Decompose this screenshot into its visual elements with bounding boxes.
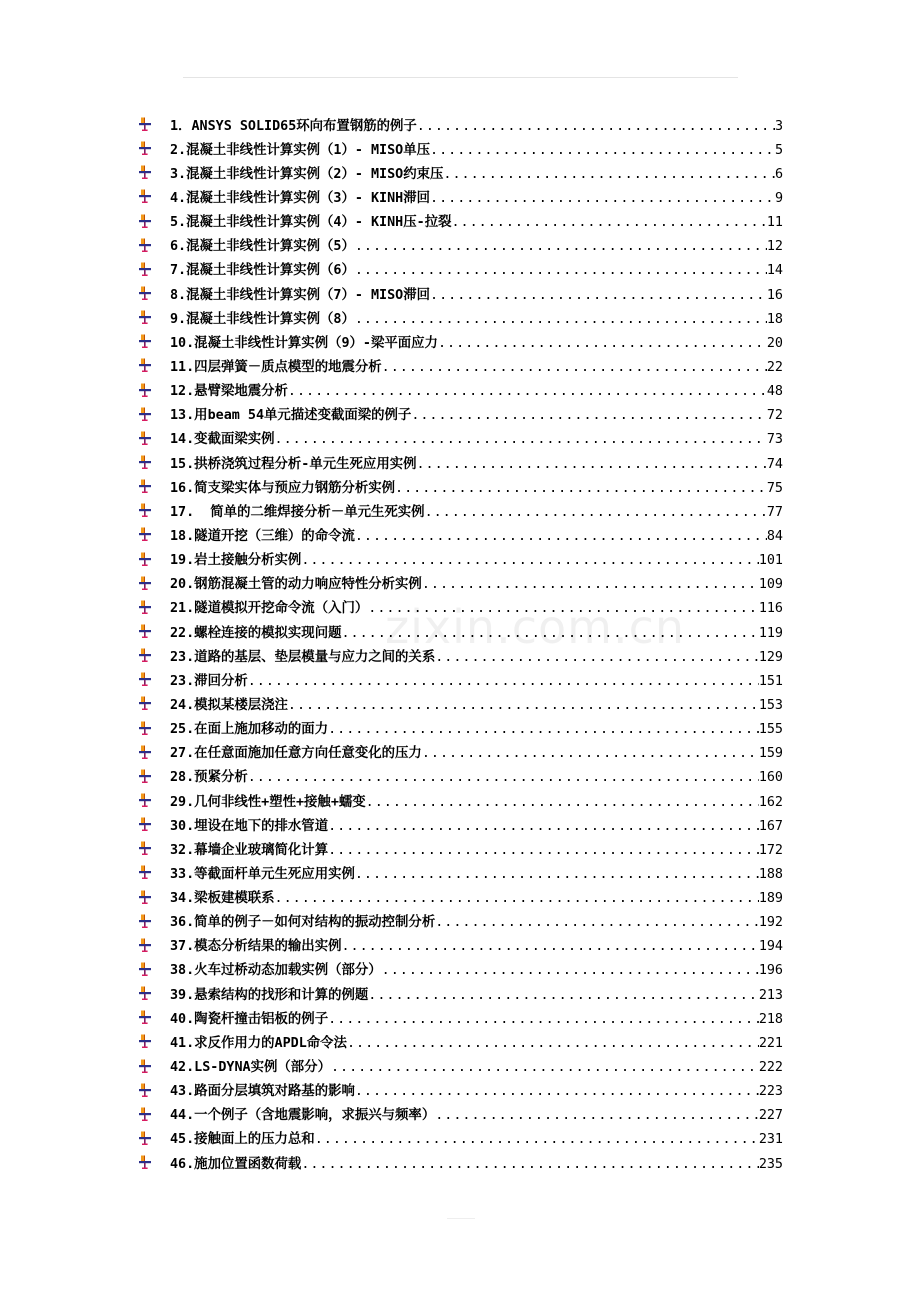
toc-entry[interactable] (138, 788, 783, 812)
footer-rule (447, 1218, 475, 1219)
toc-page-number: 227 (758, 1108, 783, 1124)
pushpin-bullet-icon (138, 1130, 154, 1146)
toc-entry-text (170, 1128, 783, 1147)
toc-dot-leader (422, 746, 759, 761)
toc-entry-text (170, 308, 783, 327)
toc-entry[interactable] (138, 933, 783, 957)
pushpin-bullet-icon (138, 551, 154, 567)
toc-dot-leader (288, 384, 767, 399)
toc-entry-title: 44.一个例子（含地震影响，求振兴与频率） (170, 1108, 436, 1124)
toc-page-number: 12 (766, 239, 783, 255)
toc-entry-text (170, 477, 783, 496)
toc-entry[interactable] (138, 1029, 783, 1053)
pushpin-bullet-icon (138, 526, 154, 542)
pushpin-bullet-icon (138, 261, 154, 277)
toc-dot-leader (430, 143, 775, 158)
pushpin-bullet-icon (138, 333, 154, 349)
toc-entry-text (170, 935, 783, 954)
toc-page-number: 159 (758, 746, 783, 762)
toc-entry-text (170, 766, 783, 785)
toc-entry-title: 22.螺栓连接的模拟实现问题 (170, 625, 342, 641)
toc-page-number: 160 (758, 770, 783, 786)
toc-entry-text (170, 453, 783, 472)
table-of-contents (138, 112, 783, 1174)
toc-entry-text (170, 742, 783, 761)
toc-entry[interactable] (138, 1078, 783, 1102)
toc-entry[interactable] (138, 595, 783, 619)
toc-entry[interactable] (138, 450, 783, 474)
toc-dot-leader (430, 288, 767, 303)
pushpin-bullet-icon (138, 1009, 154, 1025)
toc-entry[interactable] (138, 112, 783, 136)
pushpin-bullet-icon (138, 792, 154, 808)
toc-entry-title: 16.简支梁实体与预应力钢筋分析实例 (170, 480, 396, 496)
toc-entry-text (170, 163, 783, 182)
toc-dot-leader (435, 1108, 759, 1123)
toc-page-number: 74 (766, 456, 783, 472)
pushpin-bullet-icon (138, 671, 154, 687)
pushpin-bullet-icon (138, 430, 154, 446)
toc-entry-text (170, 501, 783, 520)
toc-page-number: 194 (758, 939, 783, 955)
toc-entry-title: 8.混凝土非线性计算实例（7）- MISO滞回 (170, 287, 431, 303)
pushpin-bullet-icon (138, 406, 154, 422)
toc-dot-leader (301, 553, 759, 568)
toc-entry-title: 37.模态分析结果的输出实例 (170, 939, 342, 955)
toc-entry-title: 30.埋设在地下的排水管道 (170, 818, 329, 834)
toc-page-number: 20 (766, 335, 783, 351)
pushpin-bullet-icon (138, 961, 154, 977)
toc-dot-leader (248, 674, 759, 689)
toc-entry-title: 32.幕墙企业玻璃简化计算 (170, 842, 329, 858)
toc-entry[interactable] (138, 619, 783, 643)
pushpin-bullet-icon (138, 116, 154, 132)
toc-entry-title: 3.混凝土非线性计算实例（2）- MISO约束压 (170, 166, 444, 182)
toc-dot-leader (355, 263, 767, 278)
watermark: zixin.com.cn (385, 600, 686, 654)
toc-page-number: 231 (758, 1132, 783, 1148)
toc-entry-title: 21.隧道模拟开挖命令流（入门） (170, 601, 369, 617)
toc-entry-text (170, 863, 783, 882)
toc-entry-text (170, 573, 783, 592)
toc-entry-title: 7.混凝土非线性计算实例（6） (170, 263, 355, 279)
toc-page-number: 84 (766, 528, 783, 544)
toc-entry-text (170, 284, 783, 303)
toc-page-number: 155 (758, 722, 783, 738)
toc-entry-text (170, 428, 783, 447)
toc-entry[interactable] (138, 667, 783, 691)
pushpin-bullet-icon (138, 478, 154, 494)
toc-page-number: 223 (758, 1084, 783, 1100)
toc-entry[interactable] (138, 281, 783, 305)
toc-dot-leader (417, 457, 767, 472)
toc-dot-leader (328, 1012, 759, 1027)
toc-entry-text (170, 259, 783, 278)
toc-entry-text (170, 815, 783, 834)
toc-page-number: 75 (766, 480, 783, 496)
toc-entry[interactable] (138, 909, 783, 933)
pushpin-bullet-icon (138, 237, 154, 253)
toc-dot-leader (422, 577, 759, 592)
toc-dot-leader (368, 601, 759, 616)
toc-entry-text (170, 1008, 783, 1027)
toc-entry-text (170, 1104, 783, 1123)
toc-dot-leader (341, 626, 758, 641)
toc-entry-text (170, 235, 783, 254)
pushpin-bullet-icon (138, 1082, 154, 1098)
toc-entry[interactable] (138, 136, 783, 160)
toc-entry-text (170, 670, 783, 689)
toc-dot-leader (328, 722, 759, 737)
toc-entry-title: 4.混凝土非线性计算实例（3）- KINH滞回 (170, 190, 431, 206)
pushpin-bullet-icon (138, 1154, 154, 1170)
toc-entry-text (170, 887, 783, 906)
toc-dot-leader (328, 819, 759, 834)
toc-entry[interactable] (138, 160, 783, 184)
toc-entry-title: 6.混凝土非线性计算实例（5） (170, 239, 355, 255)
toc-dot-leader (355, 1084, 759, 1099)
toc-dot-leader (451, 215, 766, 230)
toc-entry-text (170, 959, 783, 978)
toc-page-number: 6 (774, 166, 783, 182)
pushpin-bullet-icon (138, 1033, 154, 1049)
toc-page-number: 72 (766, 408, 783, 424)
toc-entry-text (170, 525, 783, 544)
toc-page-number: 167 (758, 818, 783, 834)
toc-entry-text (170, 1032, 783, 1051)
pushpin-bullet-icon (138, 744, 154, 760)
toc-entry[interactable] (138, 691, 783, 715)
toc-dot-leader (301, 1157, 759, 1172)
pushpin-bullet-icon (138, 864, 154, 880)
toc-entry[interactable] (138, 1102, 783, 1126)
toc-entry-title: 45.接触面上的压力总和 (170, 1132, 315, 1148)
toc-dot-leader (366, 795, 759, 810)
toc-entry-text (170, 1153, 783, 1172)
pushpin-bullet-icon (138, 188, 154, 204)
toc-dot-leader (347, 1036, 759, 1051)
pushpin-bullet-icon (138, 164, 154, 180)
toc-dot-leader (275, 432, 767, 447)
pushpin-bullet-icon (138, 647, 154, 663)
toc-page-number: 119 (758, 625, 783, 641)
toc-entry-text (170, 1080, 783, 1099)
toc-entry-text (170, 839, 783, 858)
toc-page-number: 9 (774, 190, 783, 206)
pushpin-bullet-icon (138, 213, 154, 229)
toc-page-number: 48 (766, 384, 783, 400)
toc-entry[interactable] (138, 860, 783, 884)
toc-entry[interactable] (138, 981, 783, 1005)
toc-page-number: 11 (766, 215, 783, 231)
toc-page-number: 109 (758, 577, 783, 593)
toc-page-number: 151 (758, 673, 783, 689)
toc-entry-text (170, 332, 783, 351)
toc-dot-leader (275, 891, 759, 906)
toc-page-number: 213 (758, 987, 783, 1003)
toc-entry-title: 12.悬臂梁地震分析 (170, 384, 288, 400)
toc-page-number: 5 (774, 142, 783, 158)
pushpin-bullet-icon (138, 720, 154, 736)
toc-dot-leader (288, 698, 759, 713)
toc-page-number: 189 (758, 891, 783, 907)
toc-entry-text (170, 356, 783, 375)
toc-entry-text (170, 791, 783, 810)
toc-entry-title: 10.混凝土非线性计算实例（9）-梁平面应力 (170, 335, 438, 351)
toc-entry[interactable] (138, 474, 783, 498)
header-rule (183, 77, 738, 78)
toc-entry-text (170, 139, 783, 158)
toc-entry-title: 33.等截面杆单元生死应用实例 (170, 866, 355, 882)
toc-page-number: 22 (766, 359, 783, 375)
toc-dot-leader (443, 167, 775, 182)
pushpin-bullet-icon (138, 140, 154, 156)
toc-entry-title: 25.在面上施加移动的面力 (170, 722, 329, 738)
toc-entry[interactable] (138, 957, 783, 981)
toc-page-number: 221 (758, 1035, 783, 1051)
toc-page-number: 18 (766, 311, 783, 327)
toc-entry[interactable] (138, 885, 783, 909)
toc-entry[interactable] (138, 498, 783, 522)
toc-dot-leader (355, 867, 759, 882)
toc-dot-leader (355, 312, 767, 327)
toc-entry-title: 18.隧道开挖（三维）的命令流 (170, 528, 355, 544)
pushpin-bullet-icon (138, 309, 154, 325)
toc-entry-title: 1．ANSYS SOLID65环向布置钢筋的例子 (170, 118, 417, 134)
toc-page-number: 77 (766, 504, 783, 520)
toc-entry-title: 14.变截面梁实例 (170, 432, 275, 448)
toc-dot-leader (395, 481, 767, 496)
pushpin-bullet-icon (138, 454, 154, 470)
pushpin-bullet-icon (138, 840, 154, 856)
toc-page-number: 3 (774, 118, 783, 134)
toc-entry-title: 17. 简单的二维焊接分析－单元生死实例 (170, 504, 425, 520)
toc-entry-text (170, 115, 783, 134)
toc-entry-title: 34.梁板建模联系 (170, 891, 275, 907)
toc-entry[interactable] (138, 233, 783, 257)
toc-entry-text (170, 187, 783, 206)
toc-entry[interactable] (138, 571, 783, 595)
toc-page-number: 192 (758, 915, 783, 931)
toc-dot-leader (248, 770, 759, 785)
pushpin-bullet-icon (138, 695, 154, 711)
toc-dot-leader (355, 239, 767, 254)
toc-entry-title: 20.钢筋混凝土管的动力响应特性分析实例 (170, 577, 422, 593)
toc-page-number: 129 (758, 649, 783, 665)
toc-dot-leader (331, 1060, 759, 1075)
toc-page-number: 218 (758, 1011, 783, 1027)
toc-entry[interactable] (138, 740, 783, 764)
toc-entry-title: 28.预紧分析 (170, 770, 248, 786)
pushpin-bullet-icon (138, 502, 154, 518)
toc-entry-text (170, 549, 783, 568)
toc-entry[interactable] (138, 716, 783, 740)
toc-entry-title: 40.陶瓷杆撞击铝板的例子 (170, 1011, 329, 1027)
toc-entry-text (170, 1056, 783, 1075)
toc-entry-title: 39.悬索结构的找形和计算的例题 (170, 987, 369, 1003)
toc-entry-title: 2.混凝土非线性计算实例（1）- MISO单压 (170, 142, 431, 158)
toc-entry[interactable] (138, 1150, 783, 1174)
toc-dot-leader (341, 939, 758, 954)
toc-page-number: 153 (758, 697, 783, 713)
toc-entry[interactable] (138, 1005, 783, 1029)
toc-dot-leader (417, 119, 775, 134)
toc-dot-leader (435, 915, 759, 930)
toc-entry[interactable] (138, 402, 783, 426)
toc-entry[interactable] (138, 305, 783, 329)
pushpin-bullet-icon (138, 816, 154, 832)
toc-entry[interactable] (138, 643, 783, 667)
toc-entry[interactable] (138, 1053, 783, 1077)
toc-entry[interactable] (138, 426, 783, 450)
toc-entry-title: 41.求反作用力的APDL命令法 (170, 1035, 347, 1051)
toc-entry[interactable] (138, 209, 783, 233)
toc-entry[interactable] (138, 547, 783, 571)
toc-entry-title: 29.几何非线性+塑性+接触+蠕变 (170, 794, 366, 810)
toc-dot-leader (435, 650, 759, 665)
pushpin-bullet-icon (138, 1106, 154, 1122)
toc-entry-title: 42.LS-DYNA实例（部分） (170, 1060, 331, 1076)
pushpin-bullet-icon (138, 985, 154, 1001)
toc-entry[interactable] (138, 378, 783, 402)
toc-entry[interactable] (138, 329, 783, 353)
toc-page-number: 116 (758, 601, 783, 617)
toc-dot-leader (411, 408, 767, 423)
toc-entry[interactable] (138, 522, 783, 546)
toc-dot-leader (355, 529, 767, 544)
toc-dot-leader (368, 988, 759, 1003)
toc-entry-title: 11.四层弹簧－质点模型的地震分析 (170, 359, 382, 375)
pushpin-bullet-icon (138, 357, 154, 373)
toc-entry-title: 46.施加位置函数荷载 (170, 1156, 302, 1172)
toc-entry-text (170, 646, 783, 665)
toc-page-number: 235 (758, 1156, 783, 1172)
toc-entry-title: 27.在任意面施加任意方向任意变化的压力 (170, 746, 422, 762)
toc-entry-text (170, 404, 783, 423)
toc-entry[interactable] (138, 184, 783, 208)
toc-entry-text (170, 694, 783, 713)
toc-entry[interactable] (138, 764, 783, 788)
toc-entry-title: 23.滞回分析 (170, 673, 248, 689)
toc-entry-text (170, 211, 783, 230)
toc-dot-leader (438, 336, 767, 351)
toc-entry-text (170, 380, 783, 399)
toc-entry-text (170, 911, 783, 930)
pushpin-bullet-icon (138, 889, 154, 905)
toc-entry[interactable] (138, 353, 783, 377)
toc-entry-title: 38.火车过桥动态加载实例（部分） (170, 963, 382, 979)
pushpin-bullet-icon (138, 913, 154, 929)
toc-page-number: 73 (766, 432, 783, 448)
toc-page-number: 188 (758, 866, 783, 882)
toc-entry-text (170, 622, 783, 641)
toc-entry-title: 15.拱桥浇筑过程分析-单元生死应用实例 (170, 456, 417, 472)
toc-dot-leader (430, 191, 775, 206)
toc-page-number: 16 (766, 287, 783, 303)
pushpin-bullet-icon (138, 768, 154, 784)
toc-entry-text (170, 984, 783, 1003)
toc-entry[interactable] (138, 836, 783, 860)
toc-page-number: 14 (766, 263, 783, 279)
toc-dot-leader (382, 360, 767, 375)
pushpin-bullet-icon (138, 599, 154, 615)
toc-entry-title: 36.简单的例子－如何对结构的振动控制分析 (170, 915, 436, 931)
toc-entry-title: 5.混凝土非线性计算实例（4）- KINH压-拉裂 (170, 215, 452, 231)
pushpin-bullet-icon (138, 623, 154, 639)
toc-dot-leader (315, 1132, 759, 1147)
toc-entry-title: 9.混凝土非线性计算实例（8） (170, 311, 355, 327)
toc-page-number: 162 (758, 794, 783, 810)
toc-dot-leader (328, 843, 759, 858)
toc-entry[interactable] (138, 257, 783, 281)
pushpin-bullet-icon (138, 382, 154, 398)
toc-page-number: 172 (758, 842, 783, 858)
toc-dot-leader (382, 963, 759, 978)
pushpin-bullet-icon (138, 937, 154, 953)
toc-page-number: 101 (758, 553, 783, 569)
toc-dot-leader (425, 505, 767, 520)
toc-entry-title: 13.用beam 54单元描述变截面梁的例子 (170, 408, 412, 424)
toc-entry-text (170, 597, 783, 616)
toc-entry-title: 24.模拟某楼层浇注 (170, 697, 288, 713)
pushpin-bullet-icon (138, 575, 154, 591)
toc-entry-title: 23.道路的基层、垫层模量与应力之间的关系 (170, 649, 436, 665)
toc-entry-title: 43.路面分层填筑对路基的影响 (170, 1084, 355, 1100)
toc-page-number: 222 (758, 1060, 783, 1076)
toc-page-number: 196 (758, 963, 783, 979)
toc-entry[interactable] (138, 1126, 783, 1150)
toc-entry-text (170, 718, 783, 737)
toc-entry[interactable] (138, 812, 783, 836)
pushpin-bullet-icon (138, 1058, 154, 1074)
pushpin-bullet-icon (138, 285, 154, 301)
toc-entry-title: 19.岩土接触分析实例 (170, 553, 302, 569)
